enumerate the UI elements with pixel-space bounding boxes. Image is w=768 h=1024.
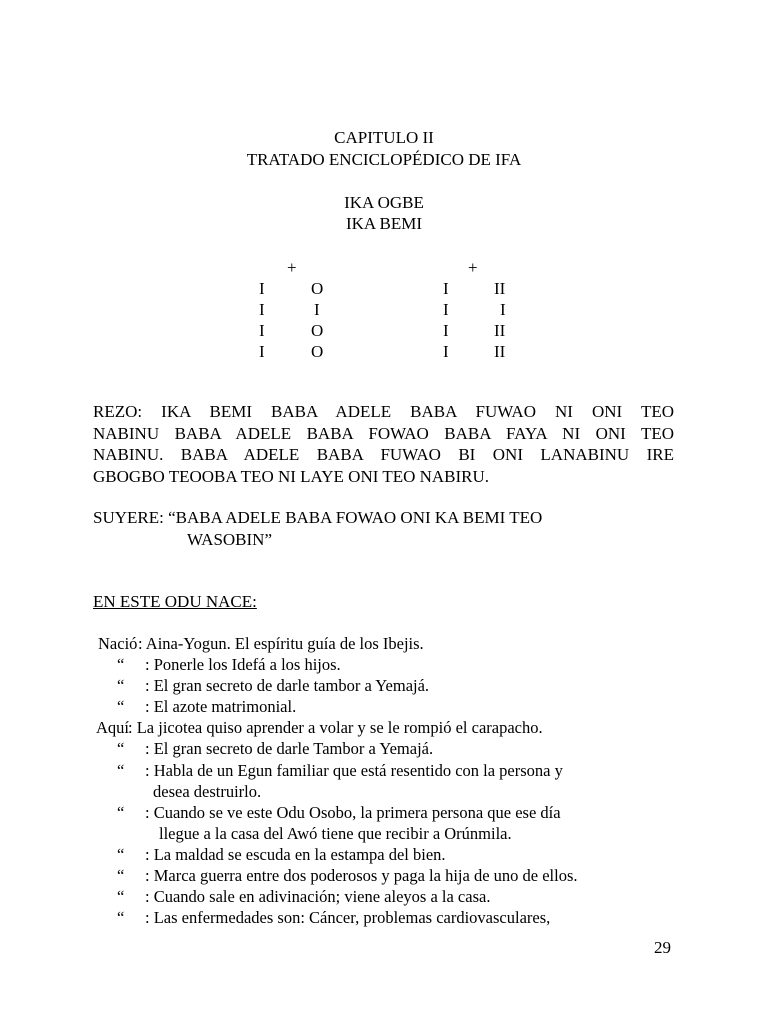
odu-mark: I	[443, 342, 449, 361]
item-text: : Habla de un Egun familiar que está resentido con la persona y	[145, 761, 563, 780]
item-text: : Marca guerra entre dos poderosos y paga la hija de uno de ellos.	[145, 866, 578, 885]
odu-mark: I	[314, 300, 320, 319]
odu-name: IKA OGBE	[344, 193, 424, 212]
odu-mark: I	[259, 300, 265, 319]
item-text: : Cuando se ve este Odu Osobo, la primera persona que ese día	[145, 803, 561, 822]
item-marker: “	[117, 803, 125, 822]
suyere-line: SUYERE: “BABA ADELE BABA FOWAO ONI KA BEMI TEO	[93, 508, 543, 527]
page-number: 29	[654, 938, 671, 957]
item-text: llegue a la casa del Awó tiene que recibir a Orúnmila.	[159, 824, 512, 843]
rezo-line: GBOGBO TEOOBA TEO NI LAYE ONI TEO NABIRU.	[93, 466, 490, 486]
odu-mark: I	[259, 279, 265, 298]
item-text: : La maldad se escuda en la estampa del bien.	[145, 845, 446, 864]
item-text: : Las enfermedades son: Cáncer, problemas cardiovasculares,	[145, 908, 551, 927]
odu-mark: II	[494, 321, 506, 340]
item-text: desea destruirlo.	[153, 782, 262, 801]
item-marker: “	[117, 676, 125, 695]
odu-mark: I	[259, 321, 265, 340]
item-text: : El gran secreto de darle tambor a Yemajá.	[145, 676, 430, 695]
item-marker: “	[117, 655, 125, 674]
item-marker: Aquí	[96, 718, 129, 737]
odu-mark: I	[443, 279, 449, 298]
rezo-line: NABINU BABA ADELE BABA FOWAO BABA FAYA NI ONI TEO	[93, 423, 674, 443]
chapter-title: CAPITULO II	[334, 128, 434, 147]
odu-left-plus: +	[287, 258, 297, 277]
item-marker: “	[117, 761, 125, 780]
item-marker: “	[117, 866, 125, 885]
item-text: : El gran secreto de darle Tambor a Yemajá.	[145, 739, 434, 758]
item-text: : El azote matrimonial.	[145, 697, 297, 716]
section-heading: EN ESTE ODU NACE:	[93, 592, 257, 611]
rezo-line: REZO: IKA BEMI BABA ADELE BABA FUWAO NI ONI TEO	[93, 402, 674, 421]
suyere-line: WASOBIN”	[187, 529, 272, 549]
odu-mark: I	[443, 321, 449, 340]
suyere-paragraph	[93, 507, 542, 550]
odu-right-plus: +	[468, 258, 478, 277]
odu-mark: O	[311, 321, 324, 340]
rezo-paragraph	[93, 401, 674, 487]
odu-mark: II	[494, 342, 506, 361]
item-text: : Aina-Yogun. El espíritu guía de los Ibejis.	[138, 634, 424, 653]
odu-mark: O	[311, 342, 324, 361]
treatise-title: TRATADO ENCICLOPÉDICO DE IFA	[246, 150, 522, 169]
item-text: : La jicotea quiso aprender a volar y se le rompió el carapacho.	[128, 718, 543, 737]
odu-mark: O	[311, 279, 324, 298]
rezo-line: NABINU. BABA ADELE BABA FUWAO BI ONI LANABINU IRE	[93, 445, 674, 464]
item-marker: “	[117, 845, 125, 864]
item-marker: “	[117, 908, 125, 927]
odu-mark: II	[494, 279, 506, 298]
item-marker: “	[117, 697, 125, 716]
item-text: : Cuando sale en adivinación; viene aleyos a la casa.	[145, 887, 491, 906]
odu-mark: I	[259, 342, 265, 361]
item-marker: Nació	[98, 634, 138, 653]
item-text: : Ponerle los Idefá a los hijos.	[145, 655, 341, 674]
odu-mark: I	[443, 300, 449, 319]
odu-mark: I	[500, 300, 506, 319]
odu-alt-name: IKA BEMI	[345, 214, 423, 233]
item-marker: “	[117, 887, 125, 906]
item-marker: “	[117, 739, 125, 758]
